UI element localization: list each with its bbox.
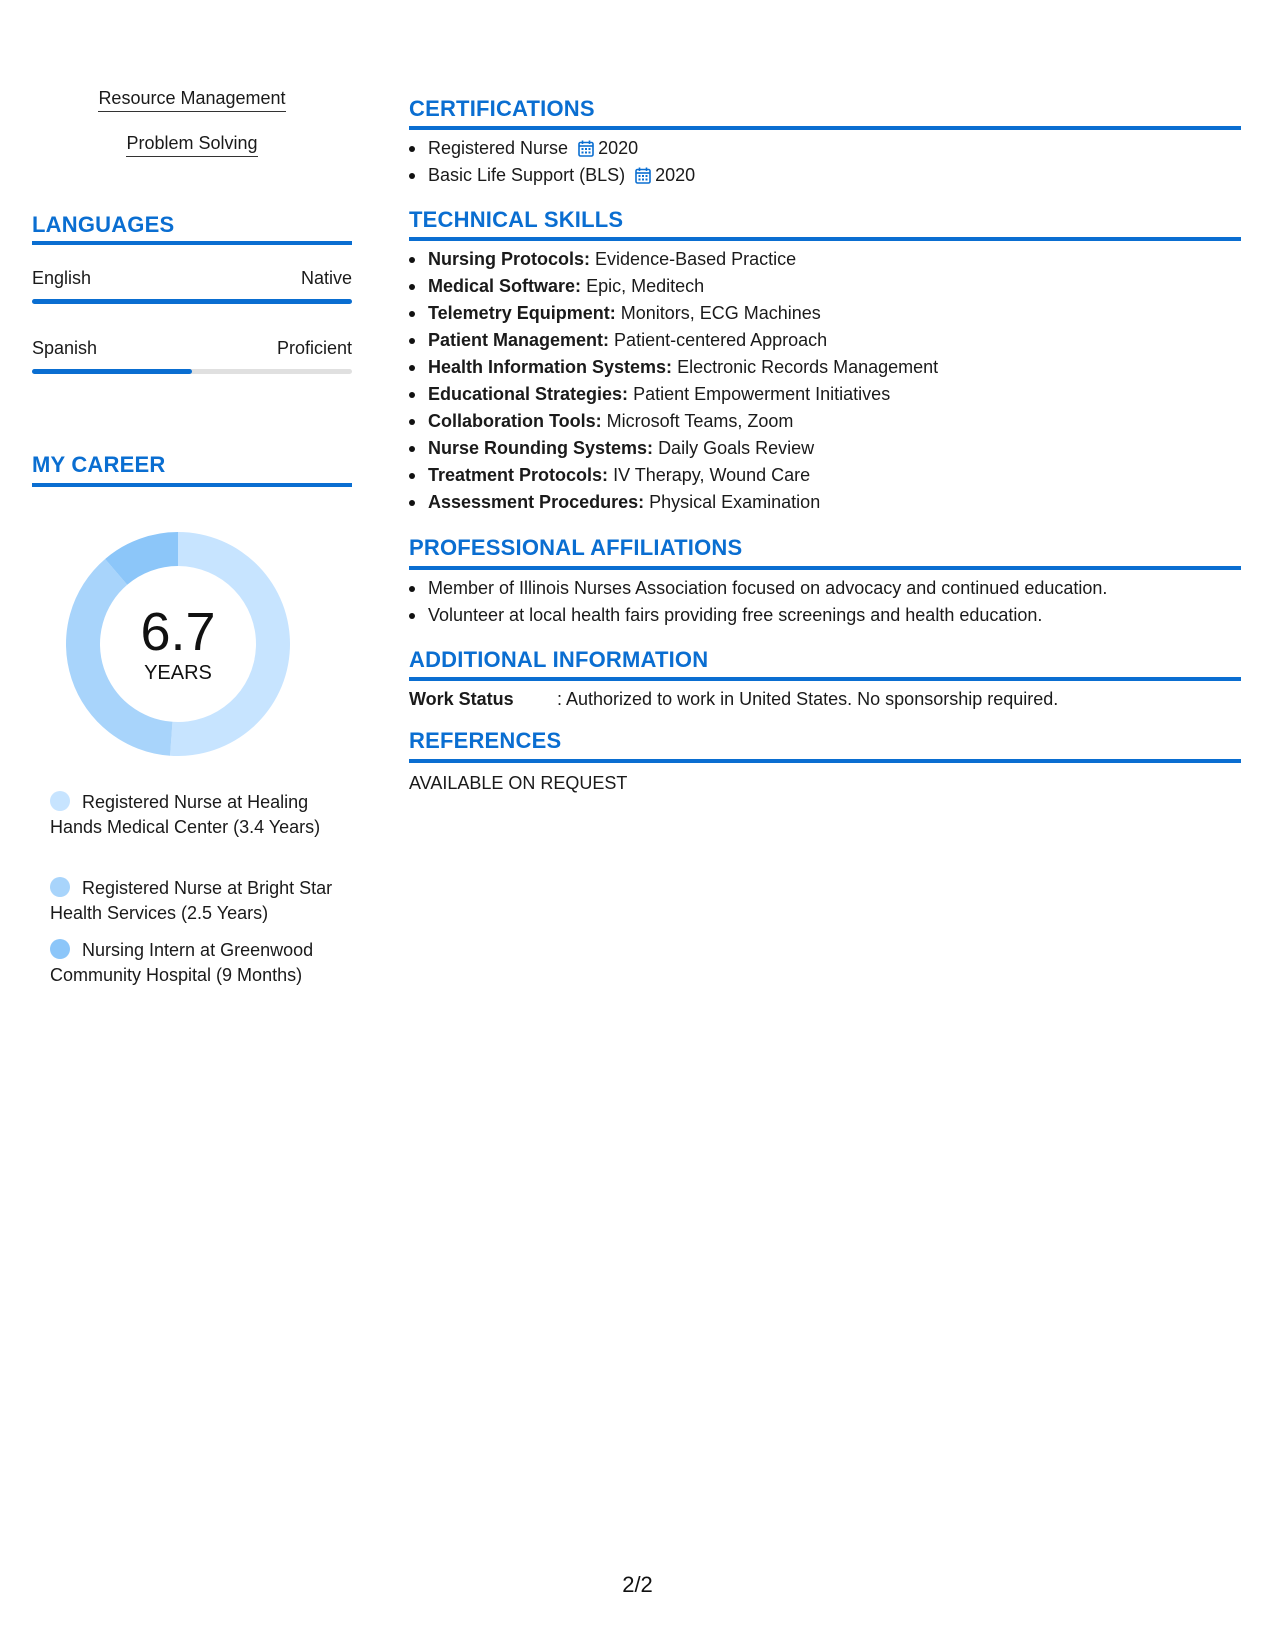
career-total-value: 6.7 — [140, 601, 216, 662]
skill-item: Medical Software: Epic, Meditech — [409, 273, 1241, 300]
language-bar — [32, 299, 352, 304]
references-title: REFERENCES — [409, 728, 562, 753]
career-donut-chart — [66, 532, 290, 756]
language-level: Native — [300, 268, 352, 288]
language-name: Spanish — [32, 338, 98, 358]
legend-dot-icon — [50, 791, 70, 811]
calendar-icon — [635, 167, 651, 184]
section-divider — [409, 677, 1241, 681]
work-status-value: : Authorized to work in United States. No sponsorship required. — [557, 689, 1059, 709]
language-bar-fill — [32, 299, 352, 304]
calendar-icon — [578, 140, 594, 157]
language-bar-fill — [32, 369, 192, 374]
technical-skills-title: TECHNICAL SKILLS — [409, 207, 624, 232]
skill-tag: Problem Solving — [32, 133, 352, 157]
affiliations-list — [409, 575, 1241, 629]
languages-title: LANGUAGES — [32, 212, 175, 237]
certification-item: Basic Life Support (BLS) 2020 — [409, 162, 1241, 189]
certifications-list — [409, 135, 1241, 189]
skill-item: Assessment Procedures: Physical Examination — [409, 489, 1241, 516]
legend-dot-icon — [50, 877, 70, 897]
section-divider — [409, 566, 1241, 570]
skill-item: Treatment Protocols: IV Therapy, Wound Care — [409, 462, 1241, 489]
section-divider — [409, 237, 1241, 241]
career-legend-item: Registered Nurse at Healing Hands Medical Center (3.4 Years) — [50, 792, 321, 837]
career-legend-item: Registered Nurse at Bright Star Health Services (2.5 Years) — [50, 878, 333, 923]
affiliation-item: Member of Illinois Nurses Association focused on advocacy and continued education. — [409, 575, 1241, 602]
section-divider — [409, 759, 1241, 763]
certification-item: Registered Nurse 2020 — [409, 135, 1241, 162]
section-divider — [32, 241, 352, 245]
work-status-label: Work Status — [409, 689, 514, 709]
donut-center — [66, 532, 290, 756]
skill-item: Patient Management: Patient-centered Approach — [409, 327, 1241, 354]
language-bar — [32, 369, 352, 374]
technical-skills-list — [409, 246, 1241, 516]
section-divider — [32, 483, 352, 487]
career-legend-item: Nursing Intern at Greenwood Community Hospital (9 Months) — [50, 940, 314, 985]
references-text: AVAILABLE ON REQUEST — [409, 773, 628, 793]
legend-dot-icon — [50, 939, 70, 959]
page-number: 2/2 — [622, 1572, 653, 1597]
skill-tag: Resource Management — [32, 88, 352, 112]
language-name: English — [32, 268, 92, 288]
affiliation-item: Volunteer at local health fairs providing free screenings and health education. — [409, 602, 1241, 629]
certifications-title: CERTIFICATIONS — [409, 96, 595, 121]
additional-info-title: ADDITIONAL INFORMATION — [409, 647, 709, 672]
skill-item: Collaboration Tools: Microsoft Teams, Zoom — [409, 408, 1241, 435]
skill-item: Nursing Protocols: Evidence-Based Practice — [409, 246, 1241, 273]
skill-item: Nurse Rounding Systems: Daily Goals Review — [409, 435, 1241, 462]
affiliations-title: PROFESSIONAL AFFILIATIONS — [409, 535, 743, 560]
language-row — [32, 268, 352, 289]
skill-item: Health Information Systems: Electronic Records Management — [409, 354, 1241, 381]
language-row — [32, 338, 352, 359]
career-title: MY CAREER — [32, 452, 166, 477]
section-divider — [409, 126, 1241, 130]
career-total-unit: YEARS — [144, 661, 212, 684]
language-level: Proficient — [276, 338, 352, 358]
skill-item: Educational Strategies: Patient Empowerment Initiatives — [409, 381, 1241, 408]
skill-item: Telemetry Equipment: Monitors, ECG Machines — [409, 300, 1241, 327]
